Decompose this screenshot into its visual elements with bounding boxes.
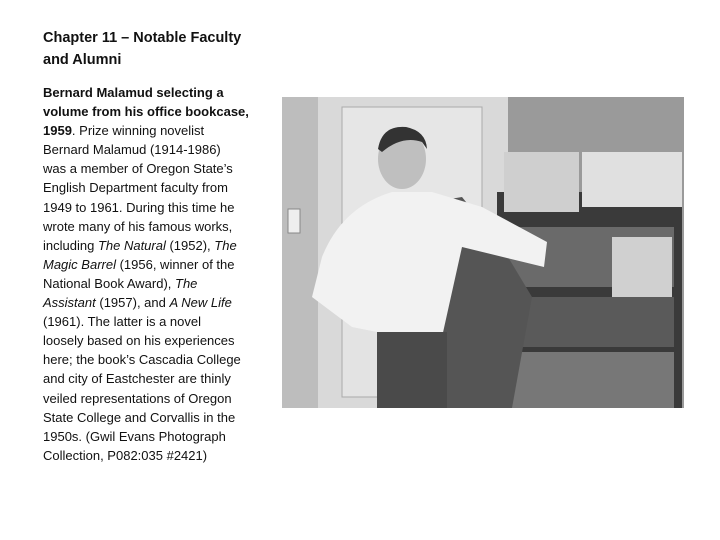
caption-line <box>43 198 279 217</box>
caption-text: Bernard Malamud (1914-1986) <box>43 142 221 158</box>
caption-text: (1961). The latter is a novel <box>43 314 202 330</box>
caption-text: wrote many of his famous works, <box>43 218 233 234</box>
caption-line <box>43 178 279 197</box>
caption-text: . Prize winning novelist <box>71 123 205 139</box>
book-title: The <box>214 237 237 253</box>
caption-line <box>43 389 279 408</box>
caption-text: and city of Eastchester are thinly <box>43 371 231 387</box>
caption-line <box>43 255 279 274</box>
caption-line <box>43 446 279 465</box>
caption-text: volume from his office bookcase, <box>43 104 249 120</box>
caption-text: veiled representations of Oregon <box>43 390 232 406</box>
caption-line <box>43 408 279 427</box>
title-line: and Alumni <box>43 52 122 68</box>
caption-line <box>43 427 279 446</box>
caption-text: (1956, winner of the <box>115 256 235 272</box>
book-title: The <box>175 275 198 291</box>
caption-text: 1959 <box>43 123 72 139</box>
caption-line <box>43 369 279 388</box>
book-title: A New Life <box>169 295 232 311</box>
caption-text: State College and Corvallis in the <box>43 409 236 425</box>
caption-text: (1957), and <box>95 295 170 311</box>
book-title: Magic Barrel <box>43 256 116 272</box>
caption-text: Collection, P082:035 #2421) <box>43 447 208 463</box>
caption-line <box>43 236 279 255</box>
caption-text: Bernard Malamud selecting a <box>43 85 224 100</box>
book-title: Assistant <box>43 295 96 311</box>
caption-text: including <box>43 237 98 253</box>
caption-line <box>43 274 279 293</box>
caption-line <box>43 350 279 369</box>
caption-line <box>43 102 279 121</box>
caption-text: (1952), <box>165 237 215 253</box>
malamud-bookcase-photo <box>282 97 684 408</box>
title-line: Chapter 11 – Notable Faculty <box>43 30 242 46</box>
caption-text: English Department faculty from <box>43 180 228 196</box>
caption-line <box>43 331 279 350</box>
caption-text: National Book Award), <box>43 275 175 291</box>
slide-title <box>43 27 283 71</box>
caption-line <box>43 121 279 140</box>
caption-line <box>43 312 279 331</box>
caption-line <box>43 217 279 236</box>
book-title: The Natural <box>97 237 166 253</box>
caption-line <box>43 293 279 312</box>
caption-line <box>43 140 279 159</box>
caption-text: loosely based on his experiences <box>43 333 235 349</box>
photo-caption <box>43 83 279 465</box>
caption-text: 1950s. (Gwil Evans Photograph <box>43 428 226 444</box>
caption-text: 1949 to 1961. During this time he <box>43 199 235 215</box>
caption-text: was a member of Oregon State’s <box>43 161 233 177</box>
caption-line <box>43 159 279 178</box>
caption-line <box>43 83 279 102</box>
caption-text: here; the book’s Cascadia College <box>43 352 241 368</box>
